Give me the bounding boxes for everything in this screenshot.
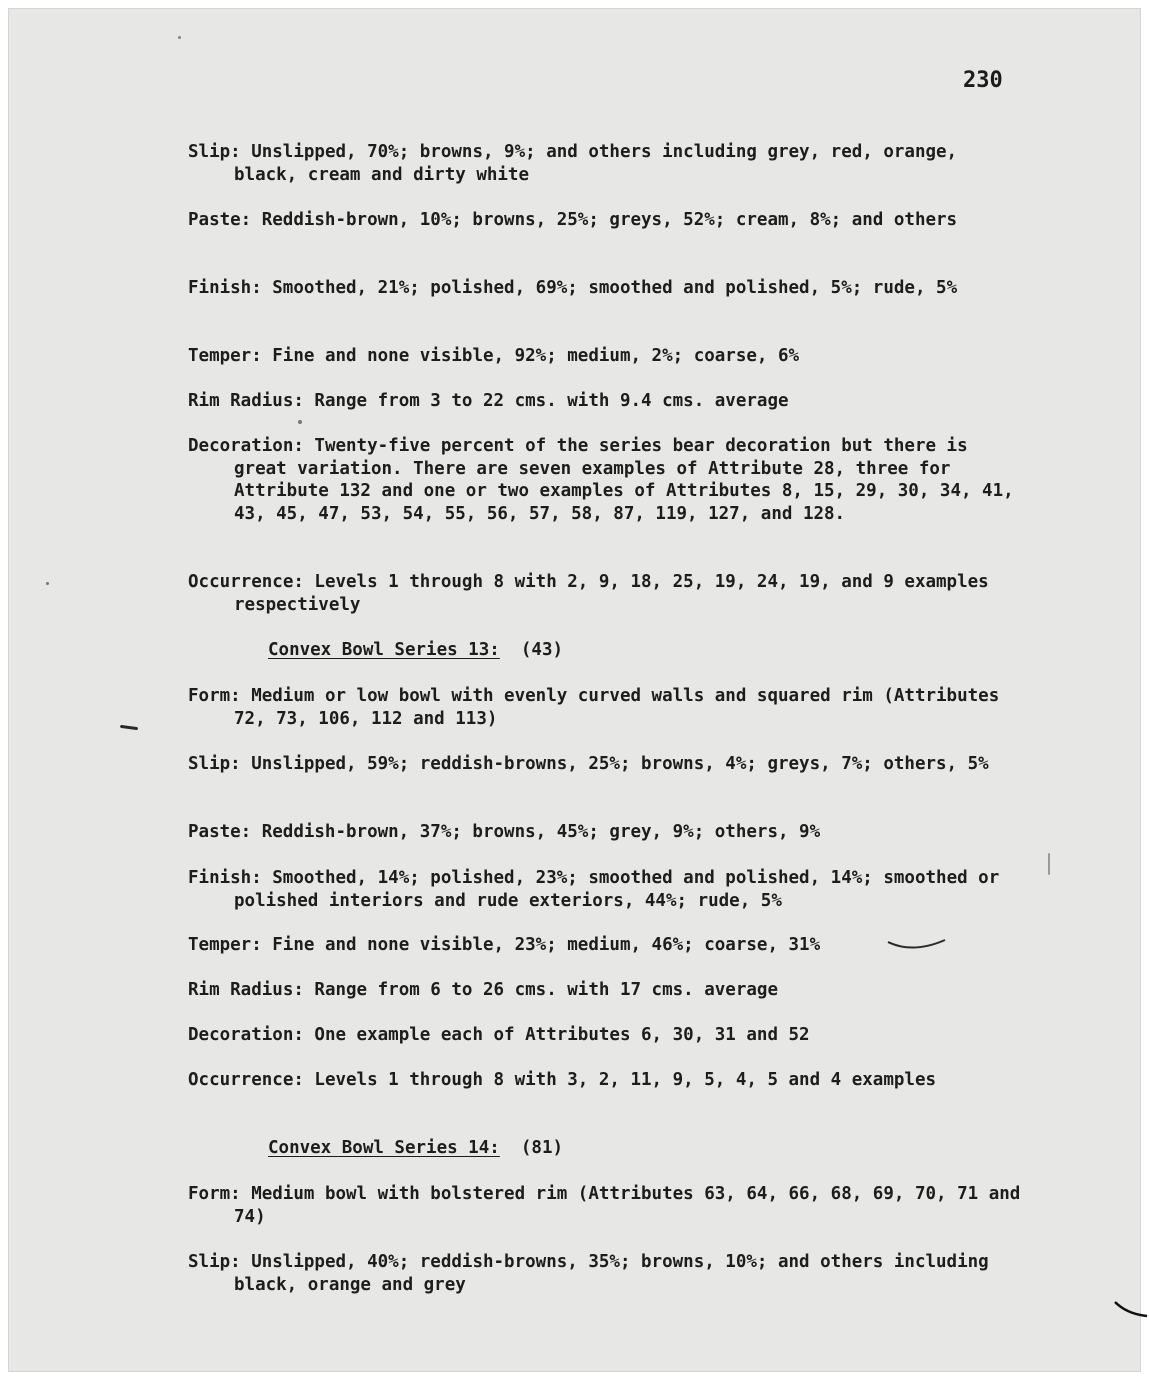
- finish-entry: [188, 277, 1024, 300]
- slip-entry: [188, 1251, 1024, 1296]
- entry-label: Rim Radius:: [188, 391, 304, 411]
- decoration-entry: [188, 435, 1024, 525]
- series-14-heading: [268, 1137, 563, 1160]
- form-entry: [188, 685, 1024, 730]
- scan-mark: [120, 725, 138, 730]
- rim-radius-entry: [188, 979, 1024, 1002]
- entry-text: Twenty-five percent of the series bear decoration but there is great variation. There are seven examples of Attribute 28, three for Attribute 132 and one or two examples of Attributes 8, 15, 29, 30, 34, 41, 43, 45, 47, 53, 54, 55, 56, 57, 58, 87, 119, 127, and 128.: [234, 436, 1014, 524]
- edge-mark-icon: [1113, 1298, 1149, 1328]
- scan-speck: [46, 582, 49, 585]
- temper-entry: [188, 345, 1024, 368]
- entry-text: Reddish-brown, 37%; browns, 45%; grey, 9%; others, 9%: [261, 822, 821, 842]
- entry-text: Medium or low bowl with evenly curved walls and squared rim (Attributes 72, 73, 106, 112 and 113): [234, 686, 1000, 729]
- entry-text: Reddish-brown, 10%; browns, 25%; greys, 52%; cream, 8%; and others: [261, 210, 958, 230]
- entry-label: Form:: [188, 686, 241, 706]
- scanned-page: [8, 8, 1141, 1372]
- entry-label: Finish:: [188, 278, 262, 298]
- paste-entry: [188, 209, 1024, 232]
- entry-label: Slip:: [188, 754, 241, 774]
- entry-text: Levels 1 through 8 with 3, 2, 11, 9, 5, 4, 5 and 4 examples: [314, 1070, 937, 1090]
- entry-text: Unslipped, 40%; reddish-browns, 35%; browns, 10%; and others including black, orange and grey: [234, 1252, 989, 1295]
- entry-label: Slip:: [188, 1252, 241, 1272]
- entry-label: Occurrence:: [188, 572, 304, 592]
- entry-label: Occurrence:: [188, 1070, 304, 1090]
- pen-stroke-icon: [883, 928, 953, 958]
- finish-entry: [188, 867, 1024, 912]
- entry-text: Range from 3 to 22 cms. with 9.4 cms. average: [314, 391, 789, 411]
- series-13-heading: [268, 639, 563, 662]
- scan-mark: [1048, 853, 1050, 875]
- scan-speck: [178, 36, 181, 39]
- entry-label: Rim Radius:: [188, 980, 304, 1000]
- entry-text: Medium bowl with bolstered rim (Attributes 63, 64, 66, 68, 69, 70, 71 and 74): [234, 1184, 1021, 1227]
- entry-text: Fine and none visible, 23%; medium, 46%; coarse, 31%: [272, 935, 821, 955]
- entry-text: Levels 1 through 8 with 2, 9, 18, 25, 19, 24, 19, and 9 examples respectively: [234, 572, 989, 615]
- entry-label: Finish:: [188, 868, 262, 888]
- scan-speck: [298, 420, 302, 424]
- entry-label: Decoration:: [188, 436, 304, 456]
- occurrence-entry: [188, 571, 1024, 616]
- entry-label: Temper:: [188, 935, 262, 955]
- series-count: (81): [520, 1138, 564, 1158]
- entry-text: One example each of Attributes 6, 30, 31 and 52: [314, 1025, 810, 1045]
- entry-label: Slip:: [188, 142, 241, 162]
- entry-label: Paste:: [188, 822, 252, 842]
- slip-entry: [188, 753, 1024, 776]
- slip-entry: [188, 141, 1024, 186]
- entry-label: Temper:: [188, 346, 262, 366]
- entry-text: Smoothed, 21%; polished, 69%; smoothed and polished, 5%; rude, 5%: [272, 278, 958, 298]
- series-heading-title: Convex Bowl Series 14:: [268, 1138, 500, 1158]
- series-count: (43): [520, 640, 564, 660]
- form-entry: [188, 1183, 1024, 1228]
- entry-label: Form:: [188, 1184, 241, 1204]
- decoration-entry: [188, 1024, 1024, 1047]
- page-number: 230: [963, 68, 1003, 93]
- series-heading-title: Convex Bowl Series 13:: [268, 640, 500, 660]
- entry-text: Fine and none visible, 92%; medium, 2%; coarse, 6%: [272, 346, 800, 366]
- occurrence-entry: [188, 1069, 1024, 1092]
- entry-label: Decoration:: [188, 1025, 304, 1045]
- paste-entry: [188, 821, 1024, 844]
- entry-text: Range from 6 to 26 cms. with 17 cms. average: [314, 980, 778, 1000]
- rim-radius-entry: [188, 390, 1024, 413]
- entry-text: Unslipped, 70%; browns, 9%; and others including grey, red, orange, black, cream and dirty white: [234, 142, 958, 185]
- entry-text: Unslipped, 59%; reddish-browns, 25%; browns, 4%; greys, 7%; others, 5%: [251, 754, 989, 774]
- entry-text: Smoothed, 14%; polished, 23%; smoothed and polished, 14%; smoothed or polished interiors and rude exteriors, 44%; rude, 5%: [234, 868, 1000, 911]
- entry-label: Paste:: [188, 210, 252, 230]
